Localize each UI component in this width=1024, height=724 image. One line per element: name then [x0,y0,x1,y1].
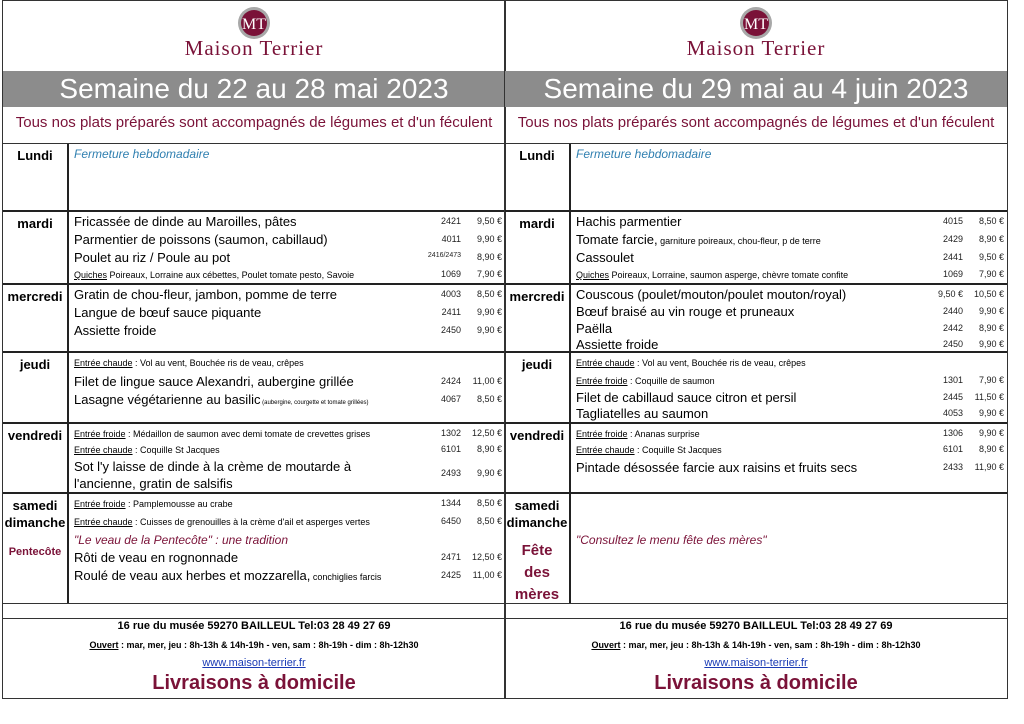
day-name: vendredi [3,424,69,492]
opening-hours: Ouvert : mar, mer, jeu : 8h-13h & 14h-19h - ven, sam : 8h-19h - dim : 8h-12h30 [89,640,419,650]
logo-emblem-icon [739,6,773,40]
address: 16 rue du musée 59270 BAILLEUL Tel:03 28 49 27 69 [619,620,893,632]
menu-item: Assiette froide 2450 9,90 € [74,323,502,338]
menu-item: Rôti de veau en rognonnade 2471 12,50 € [74,550,502,565]
menu-item: Langue de bœuf sauce piquante 2411 9,90 € [74,305,502,320]
menu-item: Cassoulet 2441 9,50 € [576,250,1004,265]
menu-item: Assiette froide 2450 9,90 € [576,337,1004,352]
day-name: mardi [3,212,69,283]
day-row-vendredi [505,424,1007,494]
menu-item: Filet de cabillaud sauce citron et persil 2445 11,50 € [576,390,1004,405]
menu-item: Quiches Poireaux, Lorraine, saumon asperge, chèvre tomate confite 1069 7,90 € [576,269,1004,280]
menu-item: Sot l'y laisse de dinde à la crème de moutarde à [74,459,352,474]
day-name: mercredi [505,285,571,351]
menu-item: Poulet au riz / Poule au pot 2416/2473 8,90 € [74,250,502,265]
delivery-banner: Livraisons à domicile [654,672,858,694]
address: 16 rue du musée 59270 BAILLEUL Tel:03 28 49 27 69 [117,620,391,632]
day-name: jeudi [505,353,571,422]
menu-item: "Consultez le menu fête des mères" [576,533,767,547]
pentecote-label: Pentecôte [8,546,62,558]
day-row-mardi [505,212,1007,285]
day-name: vendredi [505,424,571,492]
menu-item: Fricassée de dinde au Maroilles, pâtes 2421 9,50 € [74,214,502,229]
day-row-vendredi [3,424,505,494]
menu-item: Entrée chaude : Vol au vent, Bouchée ris de veau, crêpes [576,358,806,368]
menu-item: Entrée froide : Ananas surprise 1306 9,90 € [576,428,1004,439]
accompaniment-note: Tous nos plats préparés sont accompagnés de légumes et d'un féculent [15,114,493,131]
day-row-mercredi [3,285,505,353]
menu-item: Entrée chaude : Vol au vent, Bouchée ris de veau, crêpes [74,358,304,368]
menu-item: Parmentier de poissons (saumon, cabillaud) 4011 9,90 € [74,232,502,247]
menu-grid [505,143,1007,603]
menu-item: Hachis parmentier 4015 8,50 € [576,214,1004,229]
brand-logo [3,1,505,71]
fete-des-meres-label: Fête des mères [514,542,560,603]
menu-item: "Le veau de la Pentecôte" : une tradition [74,533,289,547]
day-name: mardi [505,212,571,283]
menu-panel-left [2,0,506,699]
day-row-weekend [505,494,1007,604]
weekend-days: samedi dimanche Fête des mères [505,494,571,604]
footer-info [3,603,505,700]
opening-hours: Ouvert : mar, mer, jeu : 8h-13h & 14h-19h - ven, sam : 8h-19h - dim : 8h-12h30 [591,640,921,650]
day-name: Lundi [3,144,69,210]
menu-item: Couscous (poulet/mouton/poulet mouton/royal) 9,50 € 10,50 € [576,287,1004,302]
svg-text:MT: MT [242,16,266,33]
brand-name: Maison Terrier [184,36,324,60]
day-row-jeudi [505,353,1007,424]
day-name: jeudi [3,353,69,422]
menu-item: Entrée froide : Coquille de saumon 1301 7,90 € [576,375,1004,386]
day-row-mercredi [505,285,1007,353]
week-title: Semaine du 22 au 28 mai 2023 [3,71,505,107]
week-title: Semaine du 29 mai au 4 juin 2023 [505,71,1007,107]
menu-item: Entrée chaude : Coquille St Jacques 6101 8,90 € [74,444,502,455]
menu-item: Paëlla 2442 8,90 € [576,321,1004,336]
menu-item: Entrée chaude : Coquille St Jacques 6101 8,90 € [576,444,1004,455]
svg-text:MT: MT [744,16,768,33]
brand-name: Maison Terrier [686,36,826,60]
website-link[interactable]: www.maison-terrier.fr [704,657,808,669]
day-row-mardi [3,212,505,285]
menu-panel-right [504,0,1008,699]
menu-item: Tomate farcie, garniture poireaux, chou-fleur, p de terre 2429 8,90 € [576,232,1004,247]
day-row-lundi [3,144,505,212]
footer-info [505,603,1007,700]
delivery-banner: Livraisons à domicile [152,672,356,694]
day-name: mercredi [3,285,69,351]
menu-item: Lasagne végétarienne au basilic (aubergine, courgette et tomate grillées) 4067 8,50 € [74,392,502,407]
day-row-lundi [505,144,1007,212]
menu-item: Gratin de chou-fleur, jambon, pomme de terre 4003 8,50 € [74,287,502,302]
menu-item: Pintade désossée farcie aux raisins et fruits secs 2433 11,90 € [576,460,1004,475]
menu-item: Bœuf braisé au vin rouge et pruneaux 2440 9,90 € [576,304,1004,319]
website-link[interactable]: www.maison-terrier.fr [202,657,306,669]
menu-item: Entrée froide : Médaillon de saumon avec demi tomate de crevettes grises 1302 12,50 € [74,428,502,439]
accompaniment-note: Tous nos plats préparés sont accompagnés de légumes et d'un féculent [517,114,995,131]
day-row-weekend [3,494,505,604]
menu-item: Entrée froide : Pamplemousse au crabe 1344 8,50 € [74,498,502,509]
day-name: Lundi [505,144,571,210]
closure-note: Fermeture hebdomadaire [74,147,210,161]
day-row-jeudi [3,353,505,424]
closure-note: Fermeture hebdomadaire [576,147,712,161]
weekend-days: samedi dimanche Pentecôte [3,494,69,604]
logo-emblem-icon [237,6,271,40]
menu-grid [3,143,505,603]
brand-logo [505,1,1007,71]
menu-item: Filet de lingue sauce Alexandri, aubergine grillée 2424 11,00 € [74,374,502,389]
menu-item: Quiches Poireaux, Lorraine aux cébettes, Poulet tomate pesto, Savoie 1069 7,90 € [74,269,502,280]
menu-item: l'ancienne, gratin de salsifis 2493 9,90 € [74,468,502,491]
menu-item: Tagliatelles au saumon 4053 9,90 € [576,406,1004,421]
menu-item: Entrée chaude : Cuisses de grenouilles à la crème d'ail et asperges vertes 6450 8,50 € [74,516,502,527]
menu-item: Roulé de veau aux herbes et mozzarella, conchiglies farcis 2425 11,00 € [74,568,502,583]
